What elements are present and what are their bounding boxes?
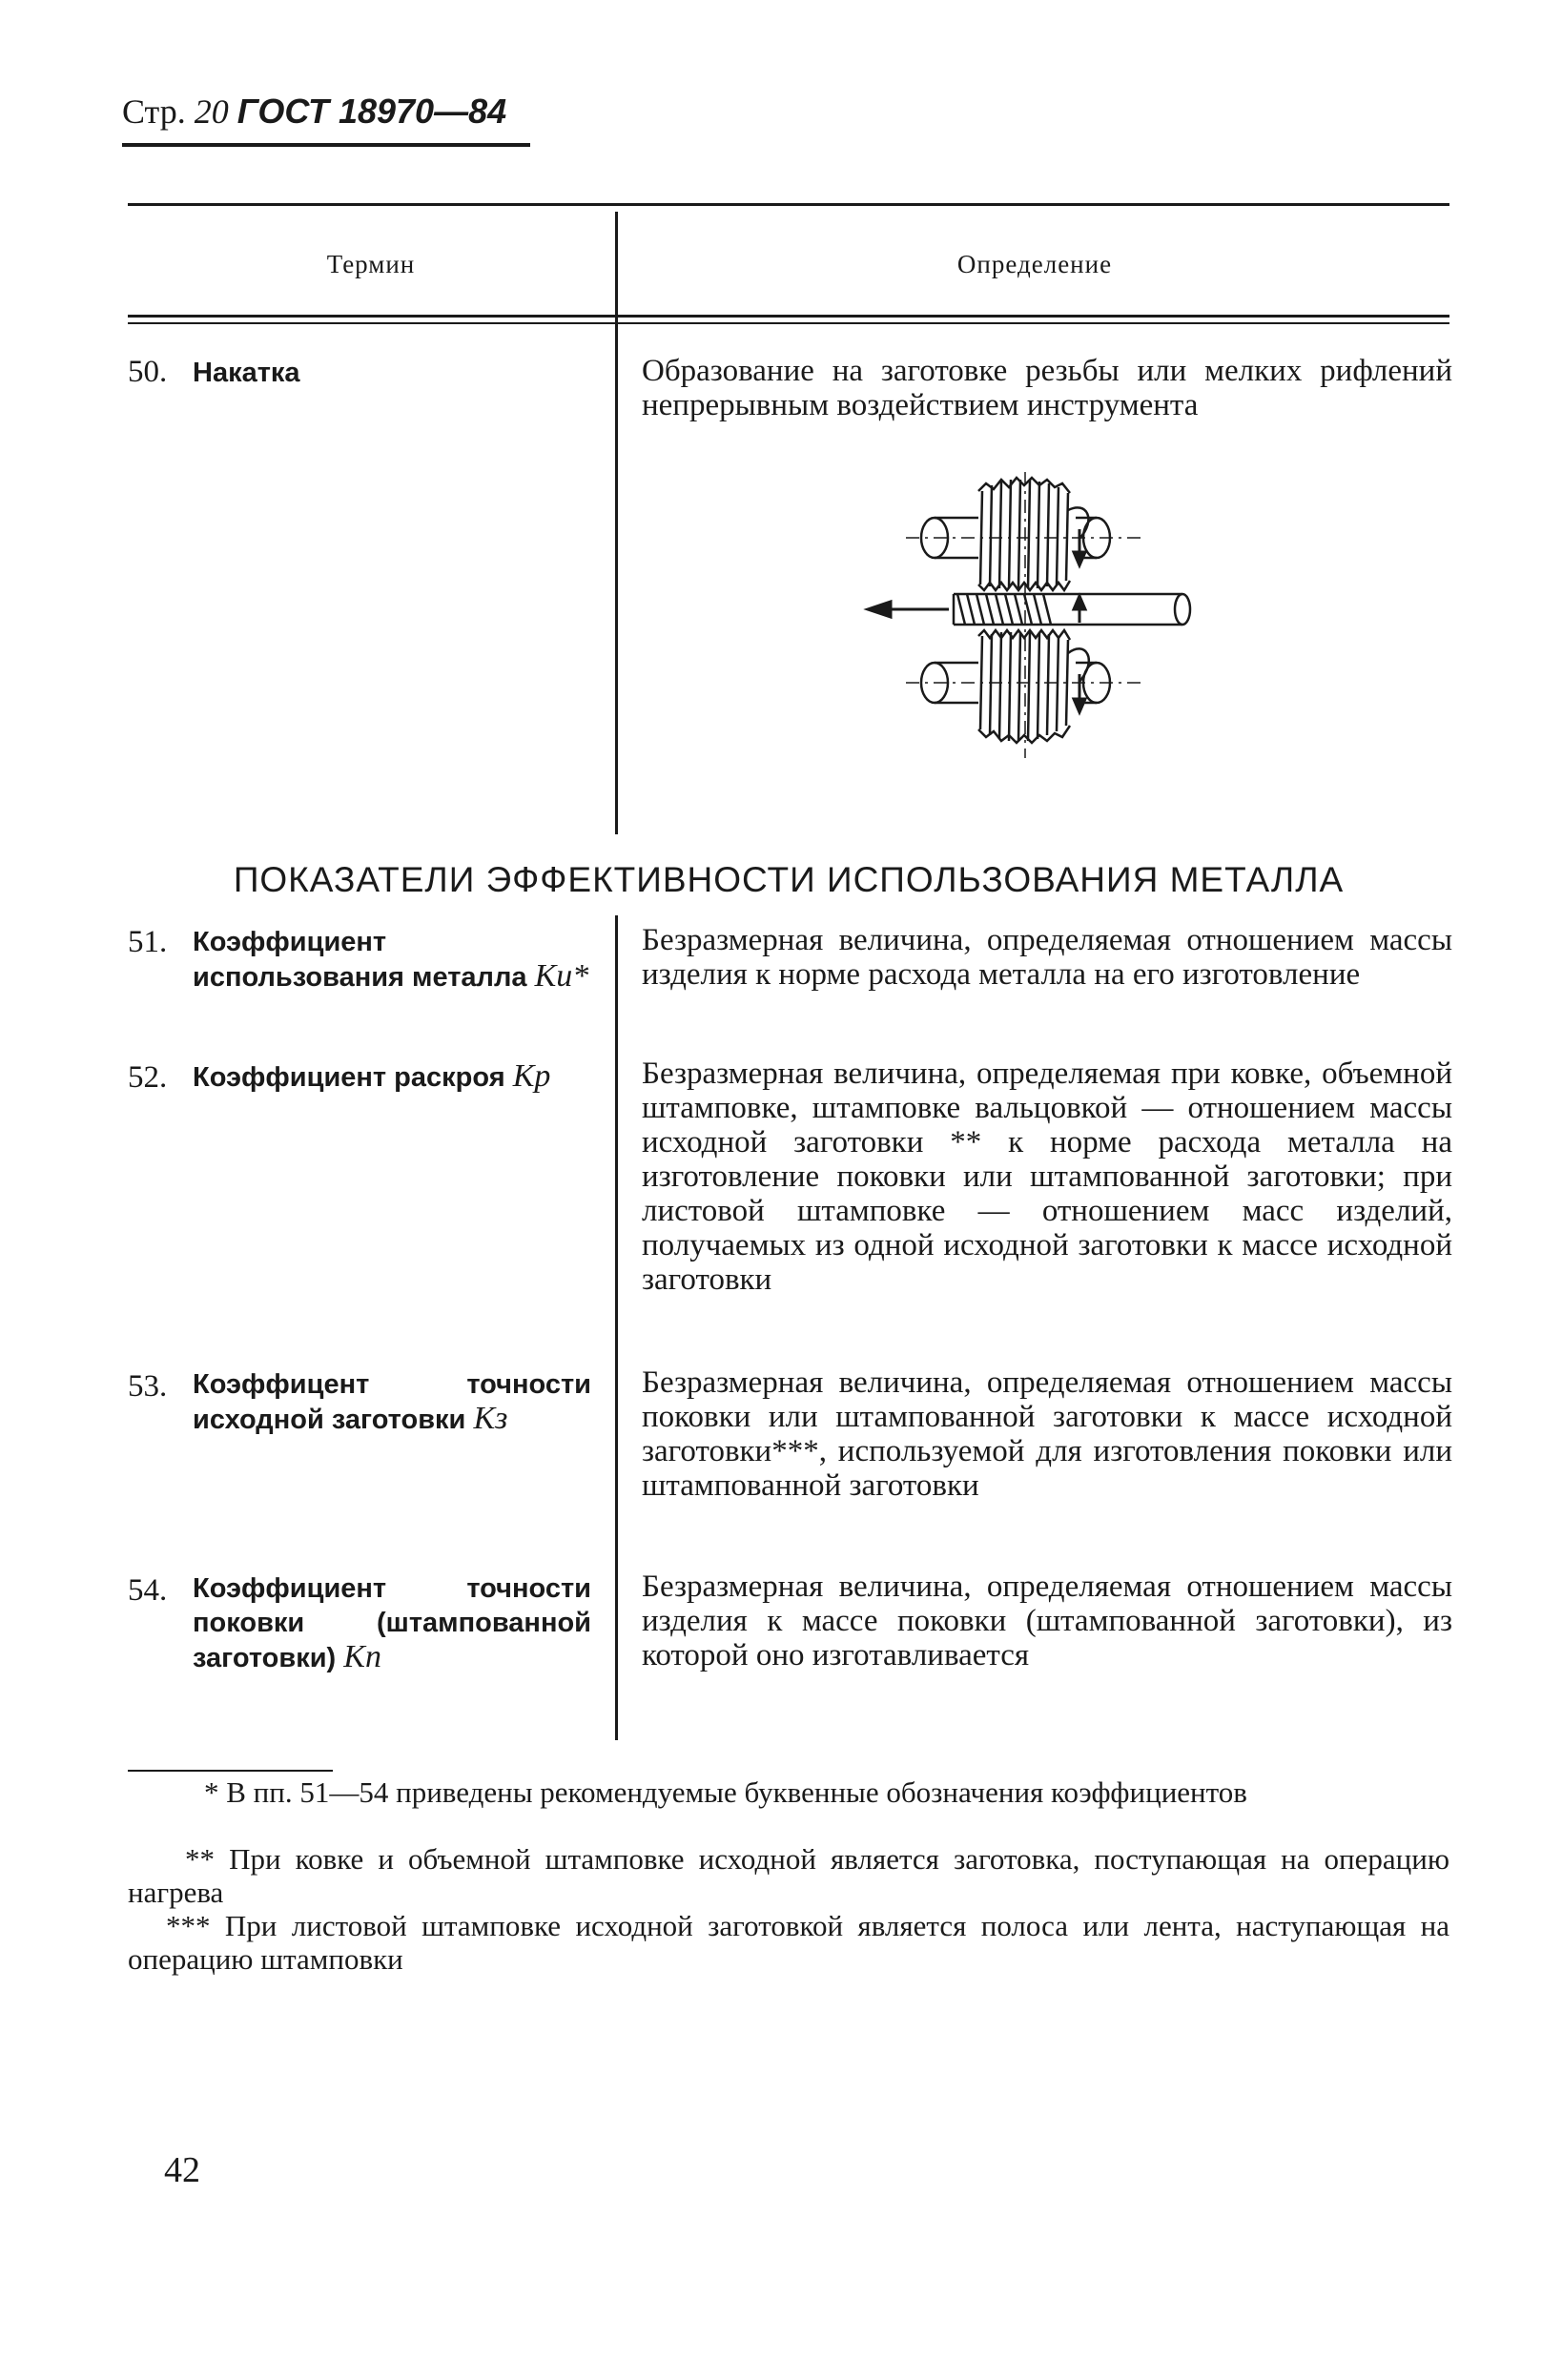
entry-52-term (193, 1059, 591, 1095)
entry-52-symbol: Kр (512, 1058, 551, 1094)
header-standard: ГОСТ 18970—84 (236, 92, 507, 131)
entry-53-definition: Безразмерная величина, определяемая отношением массы поковки или штампованной заготовки к массе исходной заготовки***, используемой для изготовления поковки или штампованной заготовки (642, 1365, 1452, 1503)
table-header-rule-1 (128, 315, 1449, 318)
entry-54-symbol: Kп (343, 1639, 381, 1674)
footnote-1-mark: * (204, 1775, 219, 1809)
header-underline (122, 143, 530, 147)
footnote-1-text: В пп. 51—54 приведены рекомендуемые буквенные обозначения коэффициентов (226, 1775, 1247, 1809)
knurling-rollers-diagram (858, 472, 1211, 758)
column-header-definition: Определение (956, 250, 1113, 278)
entry-51-term (193, 925, 591, 995)
entry-53-number: 53. (128, 1369, 168, 1404)
table-top-rule (128, 203, 1449, 206)
entry-54-term-text: Коэффициент точности поковки (штампованной заготовки) (193, 1573, 591, 1673)
entry-50-definition: Образование на заготовке резьбы или мелких рифлений непрерывным воздействием инструмента (642, 354, 1452, 422)
entry-52-term-text: Коэффициент раскроя (193, 1062, 505, 1093)
footnote-2 (128, 1842, 1449, 1909)
footnote-3-mark: *** (166, 1909, 211, 1942)
entry-54-term (193, 1571, 591, 1675)
entry-51-symbol: Kи* (534, 958, 589, 994)
header-prefix: Стр. (122, 92, 186, 131)
table-header-rule-2 (128, 322, 1449, 324)
entry-51-term-text: Коэффициент использования металла (193, 927, 527, 993)
entry-50-number: 50. (128, 355, 168, 389)
column-divider-2 (615, 915, 618, 1740)
entry-52-definition: Безразмерная величина, определяемая при ковке, объемной штамповке, штамповке вальцовкой — отношением массы исходной заготовки ** к норме расхода металла на изготовление поковки или штампованной заготовки; при листовой штамповке — отношением масс изделий, получаемых из одной исходной заготовки к массе исходной заготовки (642, 1057, 1452, 1297)
footnote-2-text: При ковке и объемной штамповке исходной является заготовка, поступающая на операцию нагрева (128, 1842, 1449, 1909)
footnote-2-mark: ** (185, 1842, 215, 1876)
column-header-term: Термин (326, 250, 416, 278)
header-page: 20 (194, 92, 229, 131)
column-divider (615, 212, 618, 834)
footnote-rule (128, 1770, 333, 1772)
entry-51-number: 51. (128, 925, 168, 959)
entry-53-symbol: Kз (473, 1401, 508, 1436)
entry-50-term: Накатка (193, 358, 300, 388)
entry-53-term (193, 1367, 591, 1437)
entry-54-number: 54. (128, 1573, 168, 1608)
footnote-1 (128, 1775, 1449, 1809)
footnote-3-text: При листовой штамповке исходной заготовкой является полоса или лента, наступающая на операцию штамповки (128, 1909, 1449, 1976)
running-header (122, 92, 506, 132)
entry-53-term-text: Коэффицент точности исходной заготовки (193, 1369, 591, 1435)
footnote-3 (128, 1909, 1449, 1976)
page-number: 42 (164, 2150, 200, 2190)
section-title: ПОКАЗАТЕЛИ ЭФФЕКТИВНОСТИ ИСПОЛЬЗОВАНИЯ МЕТАЛЛА (233, 860, 1345, 899)
entry-52-number: 52. (128, 1060, 168, 1095)
entry-54-definition: Безразмерная величина, определяемая отношением массы изделия к массе поковки (штампованной заготовки), из которой оно изготавливается (642, 1570, 1452, 1672)
entry-51-definition: Безразмерная величина, определяемая отношением массы изделия к норме расхода металла на его изготовление (642, 923, 1452, 992)
